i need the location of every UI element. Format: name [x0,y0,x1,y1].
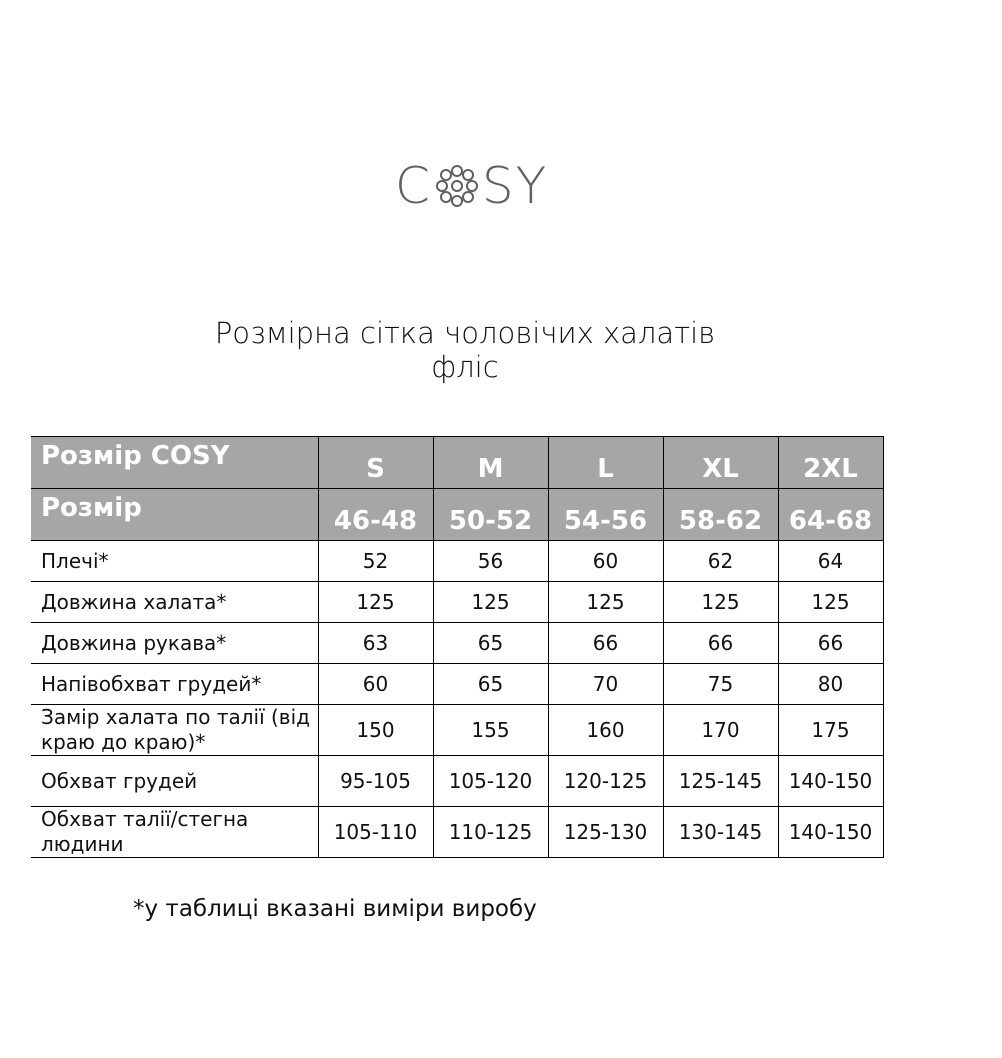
cell: 125-145 [663,756,778,807]
cell: 70 [548,664,663,705]
flower-icon [434,163,480,209]
cell: 65 [433,664,548,705]
cosy-logo [395,158,548,214]
cell: 125 [778,582,883,623]
cell: 170 [663,705,778,756]
cell: 125 [663,582,778,623]
cell: 64-68 [778,489,883,541]
cell: 66 [778,623,883,664]
cell: 60 [318,664,433,705]
cell: 80 [778,664,883,705]
row-label: Довжина халата* [31,582,318,623]
cell: 150 [318,705,433,756]
cell: 62 [663,541,778,582]
table-row [31,541,883,582]
table-row [31,623,883,664]
cell: S [318,437,433,489]
cell: 52 [318,541,433,582]
table-row [31,437,883,489]
logo-left: C [395,157,432,215]
size-table [31,436,884,858]
cell: 120-125 [548,756,663,807]
cell: 105-110 [318,807,433,858]
cell: 125-130 [548,807,663,858]
row-label: Замір халата по талії (від краю до краю)* [31,705,318,756]
row-label: Напівобхват грудей* [31,664,318,705]
row-label: Плечі* [31,541,318,582]
cell: 2XL [778,437,883,489]
logo-right: SY [481,157,549,215]
table-row [31,489,883,541]
cell: 50-52 [433,489,548,541]
cell: 175 [778,705,883,756]
cell: XL [663,437,778,489]
cell: 140-150 [778,756,883,807]
cell: 75 [663,664,778,705]
table-row [31,664,883,705]
cell: 130-145 [663,807,778,858]
title-line1: Розмірна сітка чоловічих халатів [214,316,716,350]
row-label: Довжина рукава* [31,623,318,664]
cell: 60 [548,541,663,582]
cell: 56 [433,541,548,582]
cell: 105-120 [433,756,548,807]
cell: 160 [548,705,663,756]
row-label: Розмір COSY [31,437,318,489]
page-title [0,316,930,384]
table-row [31,807,883,858]
table-row [31,705,883,756]
row-label: Обхват грудей [31,756,318,807]
table-row [31,756,883,807]
cell: M [433,437,548,489]
cell: 140-150 [778,807,883,858]
cell: 65 [433,623,548,664]
cell: 125 [318,582,433,623]
cell: 110-125 [433,807,548,858]
footnote: *у таблиці вказані виміри виробу [133,896,537,922]
cell: 155 [433,705,548,756]
cell: L [548,437,663,489]
cell: 46-48 [318,489,433,541]
cell: 54-56 [548,489,663,541]
row-label: Розмір [31,489,318,541]
cell: 125 [548,582,663,623]
row-label: Обхват талії/стегна людини [31,807,318,858]
cell: 64 [778,541,883,582]
cell: 125 [433,582,548,623]
title-line2: фліс [431,350,499,384]
cell: 95-105 [318,756,433,807]
cell: 66 [548,623,663,664]
cell: 58-62 [663,489,778,541]
table-row [31,582,883,623]
cell: 66 [663,623,778,664]
cell: 63 [318,623,433,664]
